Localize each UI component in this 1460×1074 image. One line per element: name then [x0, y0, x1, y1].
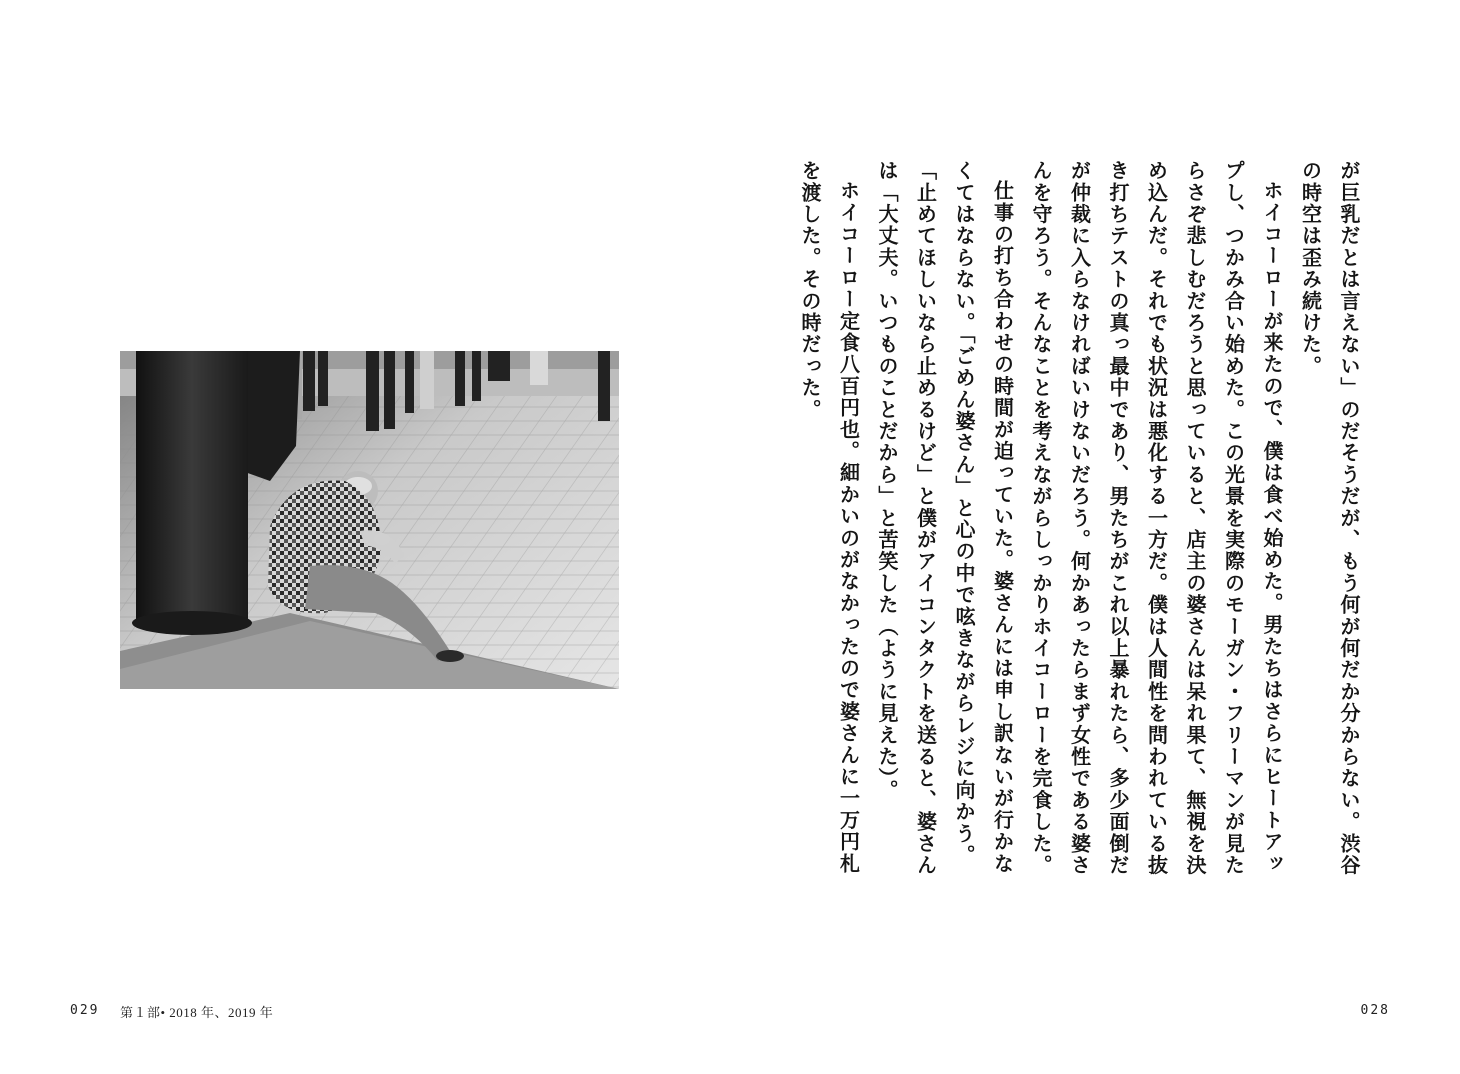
vertical-body-text	[708, 160, 1368, 880]
paragraph: 仕事の打ち合わせの時間が迫っていた。婆さんには申し訳ないが行かなくてはならない。「ごめん婆さん」と心の中で呟きながらレジに向かう。「止めてほしいなら止めるけど」と僕がアイコンタクトを送ると、婆さんは「大丈夫。いつものことだから」と苦笑した（ように見えた）。	[875, 160, 1015, 877]
right-page	[730, 0, 1460, 1074]
paragraph: ホイコーロー定食八百円也。細かいのがなかったので婆さんに一万円札を渡した。その時だった。	[798, 160, 861, 875]
page-number-left: 029	[70, 1003, 100, 1018]
photograph	[120, 351, 619, 689]
photo-elderly-man-sitting-on-sidewalk-icon	[120, 351, 619, 689]
paragraph: が巨乳だとは言えない」のだそうだが、もう何が何だか分からない。渋谷の時空は歪み続けた。	[1298, 160, 1361, 877]
running-head: 第１部• 2018 年、2019 年	[120, 1005, 274, 1020]
page-number-right: 028	[1360, 1003, 1390, 1018]
paragraph: ホイコーローが来たので、僕は食べ始めた。男たちはさらにヒートアップし、つかみ合い始めた。この光景を実際のモーガン・フリーマンが見たらさぞ悲しむだろうと思っていると、店主の婆さんは呆れ果て、無視を決め込んだ。それでも状況は悪化する一方だ。僕は人間性を問われている抜き打ちテストの真っ最中であり、男たちがこれ以上暴れたら、多少面倒だが仲裁に入らなければいけないだろう。何かあったらまず女性である婆さんを守ろう。そんなことを考えながらしっかりホイコーローを完食した。	[1029, 160, 1284, 877]
